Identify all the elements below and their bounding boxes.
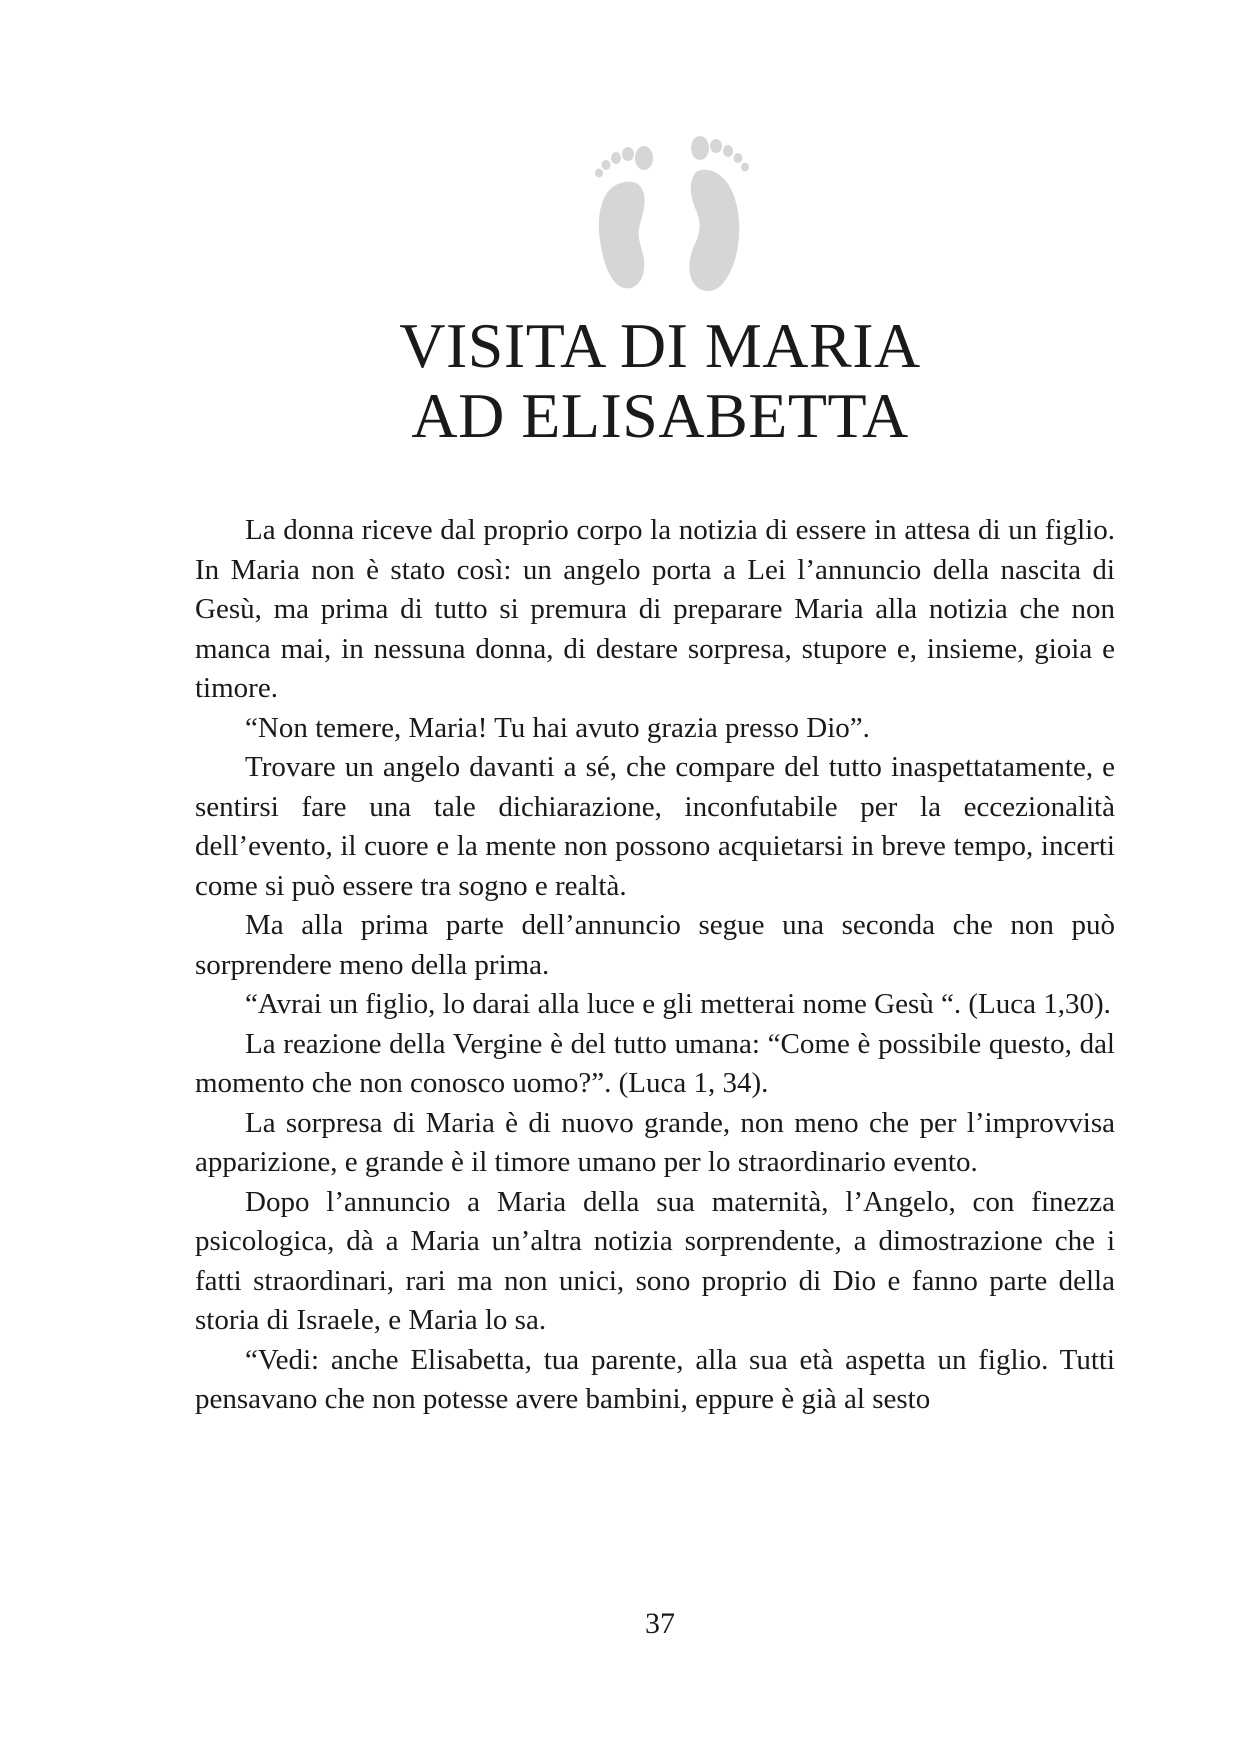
right-foot-toe-5 [741,163,749,172]
right-foot-toe-3 [723,145,733,157]
right-foot-sole [689,170,739,292]
paragraph: La sorpresa di Maria è di nuovo grande, non meno che per l’improvvisa apparizione, e grande è il timore umano per lo straordinario evento. [195,1106,1115,1178]
paragraph: La donna riceve dal proprio corpo la notizia di essere in attesa di un figlio. In Maria non è stato così: un angelo porta a Lei l’annuncio della nascita di Gesù, ma prima di tutto si premura di preparare Maria alla notizia che non manca mai, in nessuna donna, di destare sorpresa, stupore e, insieme, gioia e timore. [195,514,1115,704]
left-foot-toe-4 [602,160,611,170]
paragraph: “Non temere, Maria! Tu hai avuto grazia presso Dio”. [245,711,870,744]
left-foot-sole [599,182,645,289]
left-foot-toe-3 [611,152,621,164]
paragraph: “Avrai un figlio, lo darai alla luce e gli metterai nome Gesù “. (Luca 1,30). [245,988,1111,1020]
left-foot-toe-5 [595,169,603,178]
left-foot-toe-2 [622,147,634,161]
right-foot-toe-2 [710,139,722,153]
right-foot-toe-4 [734,153,743,163]
paragraph: Trovare un angelo davanti a sé, che compare del tutto inaspettatamente, e sentirsi fare una tale dichiarazione, inconfutabile per la eccezionalità dell’evento, il cuore e la mente non possono acquietarsi in breve tempo, incerti come si può essere tra sogno e realtà. [195,751,1115,902]
left-foot-toe-1 [635,146,653,170]
right-foot-toe-1 [691,136,709,160]
paragraph: Ma alla prima parte dell’annuncio segue una seconda che non può sorprendere meno della prima. [195,909,1115,981]
chapter-title-line-2: AD ELISABETTA [411,380,909,451]
footprints-icon [578,136,766,296]
chapter-title-line-1: VISITA DI MARIA [399,310,921,381]
page-number: 37 [645,1607,675,1640]
paragraph: Dopo l’annuncio a Maria della sua maternità, l’Angelo, con finezza psicologica, dà a Maria un’altra notizia sorprendente, a dimostrazione che i fatti straordinari, rari ma non unici, sono proprio di Dio e fanno parte della storia di Israele, e Maria lo sa. [195,1185,1115,1336]
chapter-body [195,511,1115,1420]
paragraph: “Vedi: anche Elisabetta, tua parente, alla sua età aspetta un figlio. Tutti pensavano che non potesse avere bambini, eppure è già al sesto [195,1343,1115,1415]
paragraph: La reazione della Vergine è del tutto umana: “Come è possibile questo, dal momento che non conosco uomo?”. (Luca 1, 34). [195,1027,1115,1099]
